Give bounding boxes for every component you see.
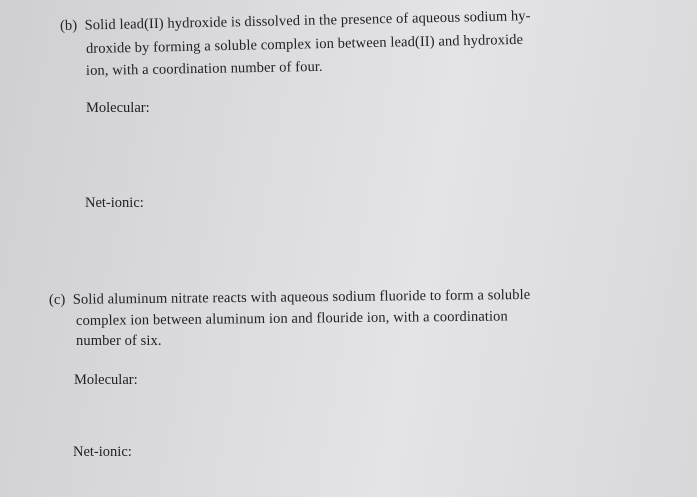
part-b-line-2: droxide by forming a soluble complex ion between lead(II) and hydroxide [85, 31, 524, 57]
part-c-marker: (c) [48, 291, 66, 308]
part-c-line-3: number of six. [76, 333, 162, 349]
part-b-text-line-1: Solid lead(II) hydroxide is dissolved in the presence of aqueous sodium hy- [84, 8, 531, 34]
part-b-line-3: ion, with a coordination number of four. [85, 58, 323, 79]
part-b-line-1 [60, 8, 531, 35]
part-b-net-ionic-label: Net-ionic: [85, 195, 144, 211]
part-c-text-line-1: Solid aluminum nitrate reacts with aqueous sodium fluoride to form a soluble [72, 286, 531, 308]
part-c-line-1 [49, 287, 530, 309]
part-c-line-2: complex ion between aluminum ion and flouride ion, with a coordination [75, 308, 508, 329]
part-c-molecular-label: Molecular: [74, 372, 138, 388]
part-b-molecular-label: Molecular: [86, 100, 150, 116]
part-c-net-ionic-label: Net-ionic: [73, 444, 132, 460]
part-b-marker: (b) [59, 17, 78, 34]
